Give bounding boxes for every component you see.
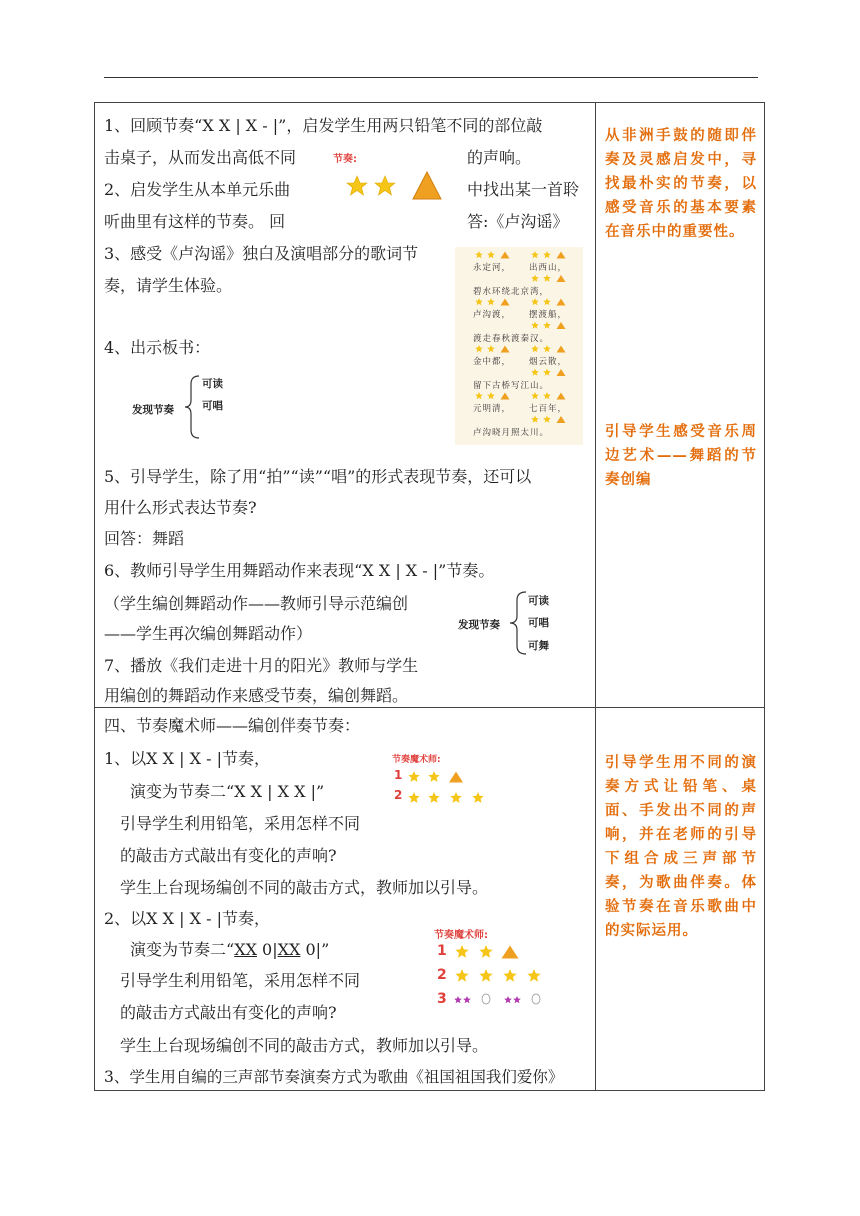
line-1c: 的声响。 [467, 148, 532, 167]
note-2: 引导学生感受音乐周边艺术——舞蹈的节奏创编 [605, 424, 757, 488]
magic1-label: 节奏魔术师: [392, 755, 441, 765]
poem-lyrics-image [455, 247, 583, 445]
line-1b: 击桌子，从而发出高低不同 [104, 148, 297, 167]
star-icon [531, 416, 539, 423]
section-2-title: 四、节奏魔术师——编创伴奏节奏： [104, 716, 361, 735]
line-b2 [130, 940, 329, 960]
magic1-num-1: 1 [394, 768, 403, 782]
star-icon [543, 322, 551, 329]
line-7a: 7、播放《我们走进十月的阳光》教师与学生 [104, 656, 419, 675]
triangle-icon [557, 346, 566, 353]
poem-line-left: 留下古桥写江山。 [473, 380, 550, 391]
poem-rhythm-marks [455, 247, 583, 445]
star-icon [479, 945, 492, 958]
triangle-icon [557, 252, 566, 259]
magic2-figure [450, 940, 560, 1012]
triangle-icon [557, 393, 566, 400]
line-b2-mid: 0| [256, 940, 278, 959]
star-icon [543, 345, 551, 352]
line-1a: 1、回顾节奏“X X | X - |”，启发学生用两只铅笔不同的部位敲 [104, 116, 543, 135]
star-icon [475, 298, 483, 305]
triangle-icon [501, 299, 510, 306]
board1-title: 发现节奏 [132, 404, 174, 416]
poem-line-right: 七百年， [529, 404, 568, 414]
star-icon [487, 345, 495, 352]
line-3b: 奏，请学生体验。 [104, 276, 233, 295]
star-icon [479, 969, 492, 982]
poem-line-left: 永定河， [473, 263, 512, 273]
line-a1: 1、以X X | X - |节奏， [104, 749, 270, 768]
line-b4: 的敲击方式敲出有变化的声响? [120, 1003, 337, 1022]
magic1-num-2: 2 [394, 788, 403, 802]
star-icon [475, 251, 483, 258]
poem-line-left: 卢沟晓月照太川。 [473, 427, 550, 438]
star-icon [543, 416, 551, 423]
line-c1: 3、学生用自编的三声部节奏演奏方式为歌曲《祖国祖国我们爱你》 [104, 1068, 564, 1086]
triangle-icon [557, 299, 566, 306]
star-icon [543, 392, 551, 399]
poem-line-left: 元明清， [473, 404, 512, 414]
line-5b: 用什么形式表达节奏? [104, 498, 257, 517]
brace-icon [508, 590, 530, 656]
line-a4: 的敲击方式敲出有变化的声响? [120, 846, 337, 865]
star-icon [503, 969, 516, 982]
star-icon [487, 298, 495, 305]
brace-icon [183, 374, 203, 440]
line-b5: 学生上台现场编创不同的敲击方式，教师加以引导。 [120, 1036, 489, 1055]
hand-icon [482, 994, 490, 1004]
triangle-icon [557, 275, 566, 282]
poem-line-right: 烟云散， [529, 357, 568, 367]
line-b2-u2: XX [277, 940, 301, 959]
star-icon [455, 969, 468, 982]
poem-line-left: 卢沟渡， [473, 310, 512, 320]
line-2b: 中找出某一首聆 [467, 180, 580, 199]
line-6c: ——学生再次编创舞蹈动作） [104, 624, 313, 643]
rhythm-label: 节奏: [333, 154, 357, 165]
triangle-icon [501, 252, 510, 259]
star-icon [513, 996, 521, 1003]
star-icon [487, 392, 495, 399]
line-6: 6、教师引导学生用舞蹈动作来表现“X X | X - |”节奏。 [104, 561, 495, 580]
line-b3: 引导学生利用铅笔，采用怎样不同 [120, 971, 361, 990]
poem-line-right: 摆渡船， [529, 310, 568, 320]
line-b2-u1: XX [234, 940, 257, 959]
star-icon [475, 345, 483, 352]
line-b2-post: 0|” [300, 940, 330, 959]
board2-title: 发现节奏 [458, 619, 500, 631]
star-icon [543, 275, 551, 282]
board2-item-read: 可读 [528, 595, 549, 607]
star-icon [531, 275, 539, 282]
poem-line-left: 金中都， [473, 357, 512, 367]
star-icon [463, 996, 471, 1003]
line-a5: 学生上台现场编创不同的敲击方式，教师加以引导。 [120, 878, 489, 897]
note-3: 引导学生用不同的演奏方式让铅笔、桌面、手发出不同的声响，并在老师的引导下组合成三声部节奏，为歌曲伴奏。体验节奏在音乐歌曲中的实际运用。 [605, 755, 757, 939]
poem-line-right: 出西山， [529, 263, 568, 273]
magic1-figure [404, 766, 494, 808]
star-icon [428, 792, 439, 803]
triangle-icon [501, 346, 510, 353]
header-rule [104, 77, 758, 78]
line-7b: 用编创的舞蹈动作来感受节奏，编创舞蹈。 [104, 686, 409, 705]
triangle-icon [557, 416, 566, 423]
line-5a: 5、引导学生，除了用“拍”“读”“唱”的形式表现节奏，还可以 [104, 467, 532, 486]
magic2-label: 节奏魔术师: [434, 930, 488, 941]
star-icon [487, 251, 495, 258]
triangle-icon [413, 172, 441, 199]
board2-item-sing: 可唱 [528, 617, 549, 629]
line-b2-pre: 演变为节奏二“ [130, 940, 235, 959]
line-3a: 3、感受《卢沟谣》独白及演唱部分的歌词节 [104, 244, 419, 263]
star-icon [375, 176, 395, 195]
line-2d: 答:《卢沟谣》 [467, 212, 569, 231]
triangle-icon [501, 393, 510, 400]
star-icon [408, 771, 419, 782]
magic2-num-1: 1 [437, 943, 447, 959]
star-icon [450, 792, 461, 803]
board1-item-read: 可读 [202, 378, 223, 390]
line-4: 4、出示板书： [104, 338, 211, 357]
star-icon [531, 298, 539, 305]
magic2-num-3: 3 [437, 991, 447, 1007]
star-icon [527, 969, 540, 982]
star-icon [531, 345, 539, 352]
note-1: 从非洲手鼓的随即伴奏及灵感启发中，寻找最朴实的节奏，以感受音乐的基本要素在音乐中的重要性。 [605, 128, 757, 240]
line-5c: 回答：舞蹈 [104, 529, 185, 548]
star-icon [543, 298, 551, 305]
hand-icon [532, 994, 540, 1004]
triangle-icon [502, 946, 519, 959]
star-icon [543, 369, 551, 376]
poem-line-left: 渡走春秋渡秦汉。 [473, 333, 550, 344]
triangle-icon [557, 369, 566, 376]
star-icon [531, 322, 539, 329]
star-icon [347, 176, 367, 195]
star-icon [428, 771, 439, 782]
poem-line-left: 碧水环绕北京湾， [473, 286, 550, 297]
star-icon [475, 392, 483, 399]
star-icon [531, 392, 539, 399]
board2-item-dance: 可舞 [528, 640, 549, 652]
line-a2: 演变为节奏二“X X | X X |” [130, 782, 325, 801]
line-a3: 引导学生利用铅笔，采用怎样不同 [120, 814, 361, 833]
triangle-icon [449, 772, 463, 783]
line-6b: （学生编创舞蹈动作——教师引导示范编创 [104, 594, 409, 613]
line-2a: 2、启发学生从本单元乐曲 [104, 180, 291, 199]
line-b1: 2、以X X | X - |节奏， [104, 909, 270, 928]
magic2-num-2: 2 [437, 967, 447, 983]
star-icon [531, 369, 539, 376]
rhythm-figure [340, 168, 450, 204]
star-icon [455, 945, 468, 958]
star-icon [472, 792, 483, 803]
star-icon [408, 792, 419, 803]
line-2c: 听曲里有这样的节奏。 回 [104, 212, 286, 231]
board1-item-sing: 可唱 [202, 400, 223, 412]
star-icon [531, 251, 539, 258]
star-icon [504, 996, 512, 1003]
star-icon [543, 251, 551, 258]
triangle-icon [557, 322, 566, 329]
star-icon [454, 996, 462, 1003]
